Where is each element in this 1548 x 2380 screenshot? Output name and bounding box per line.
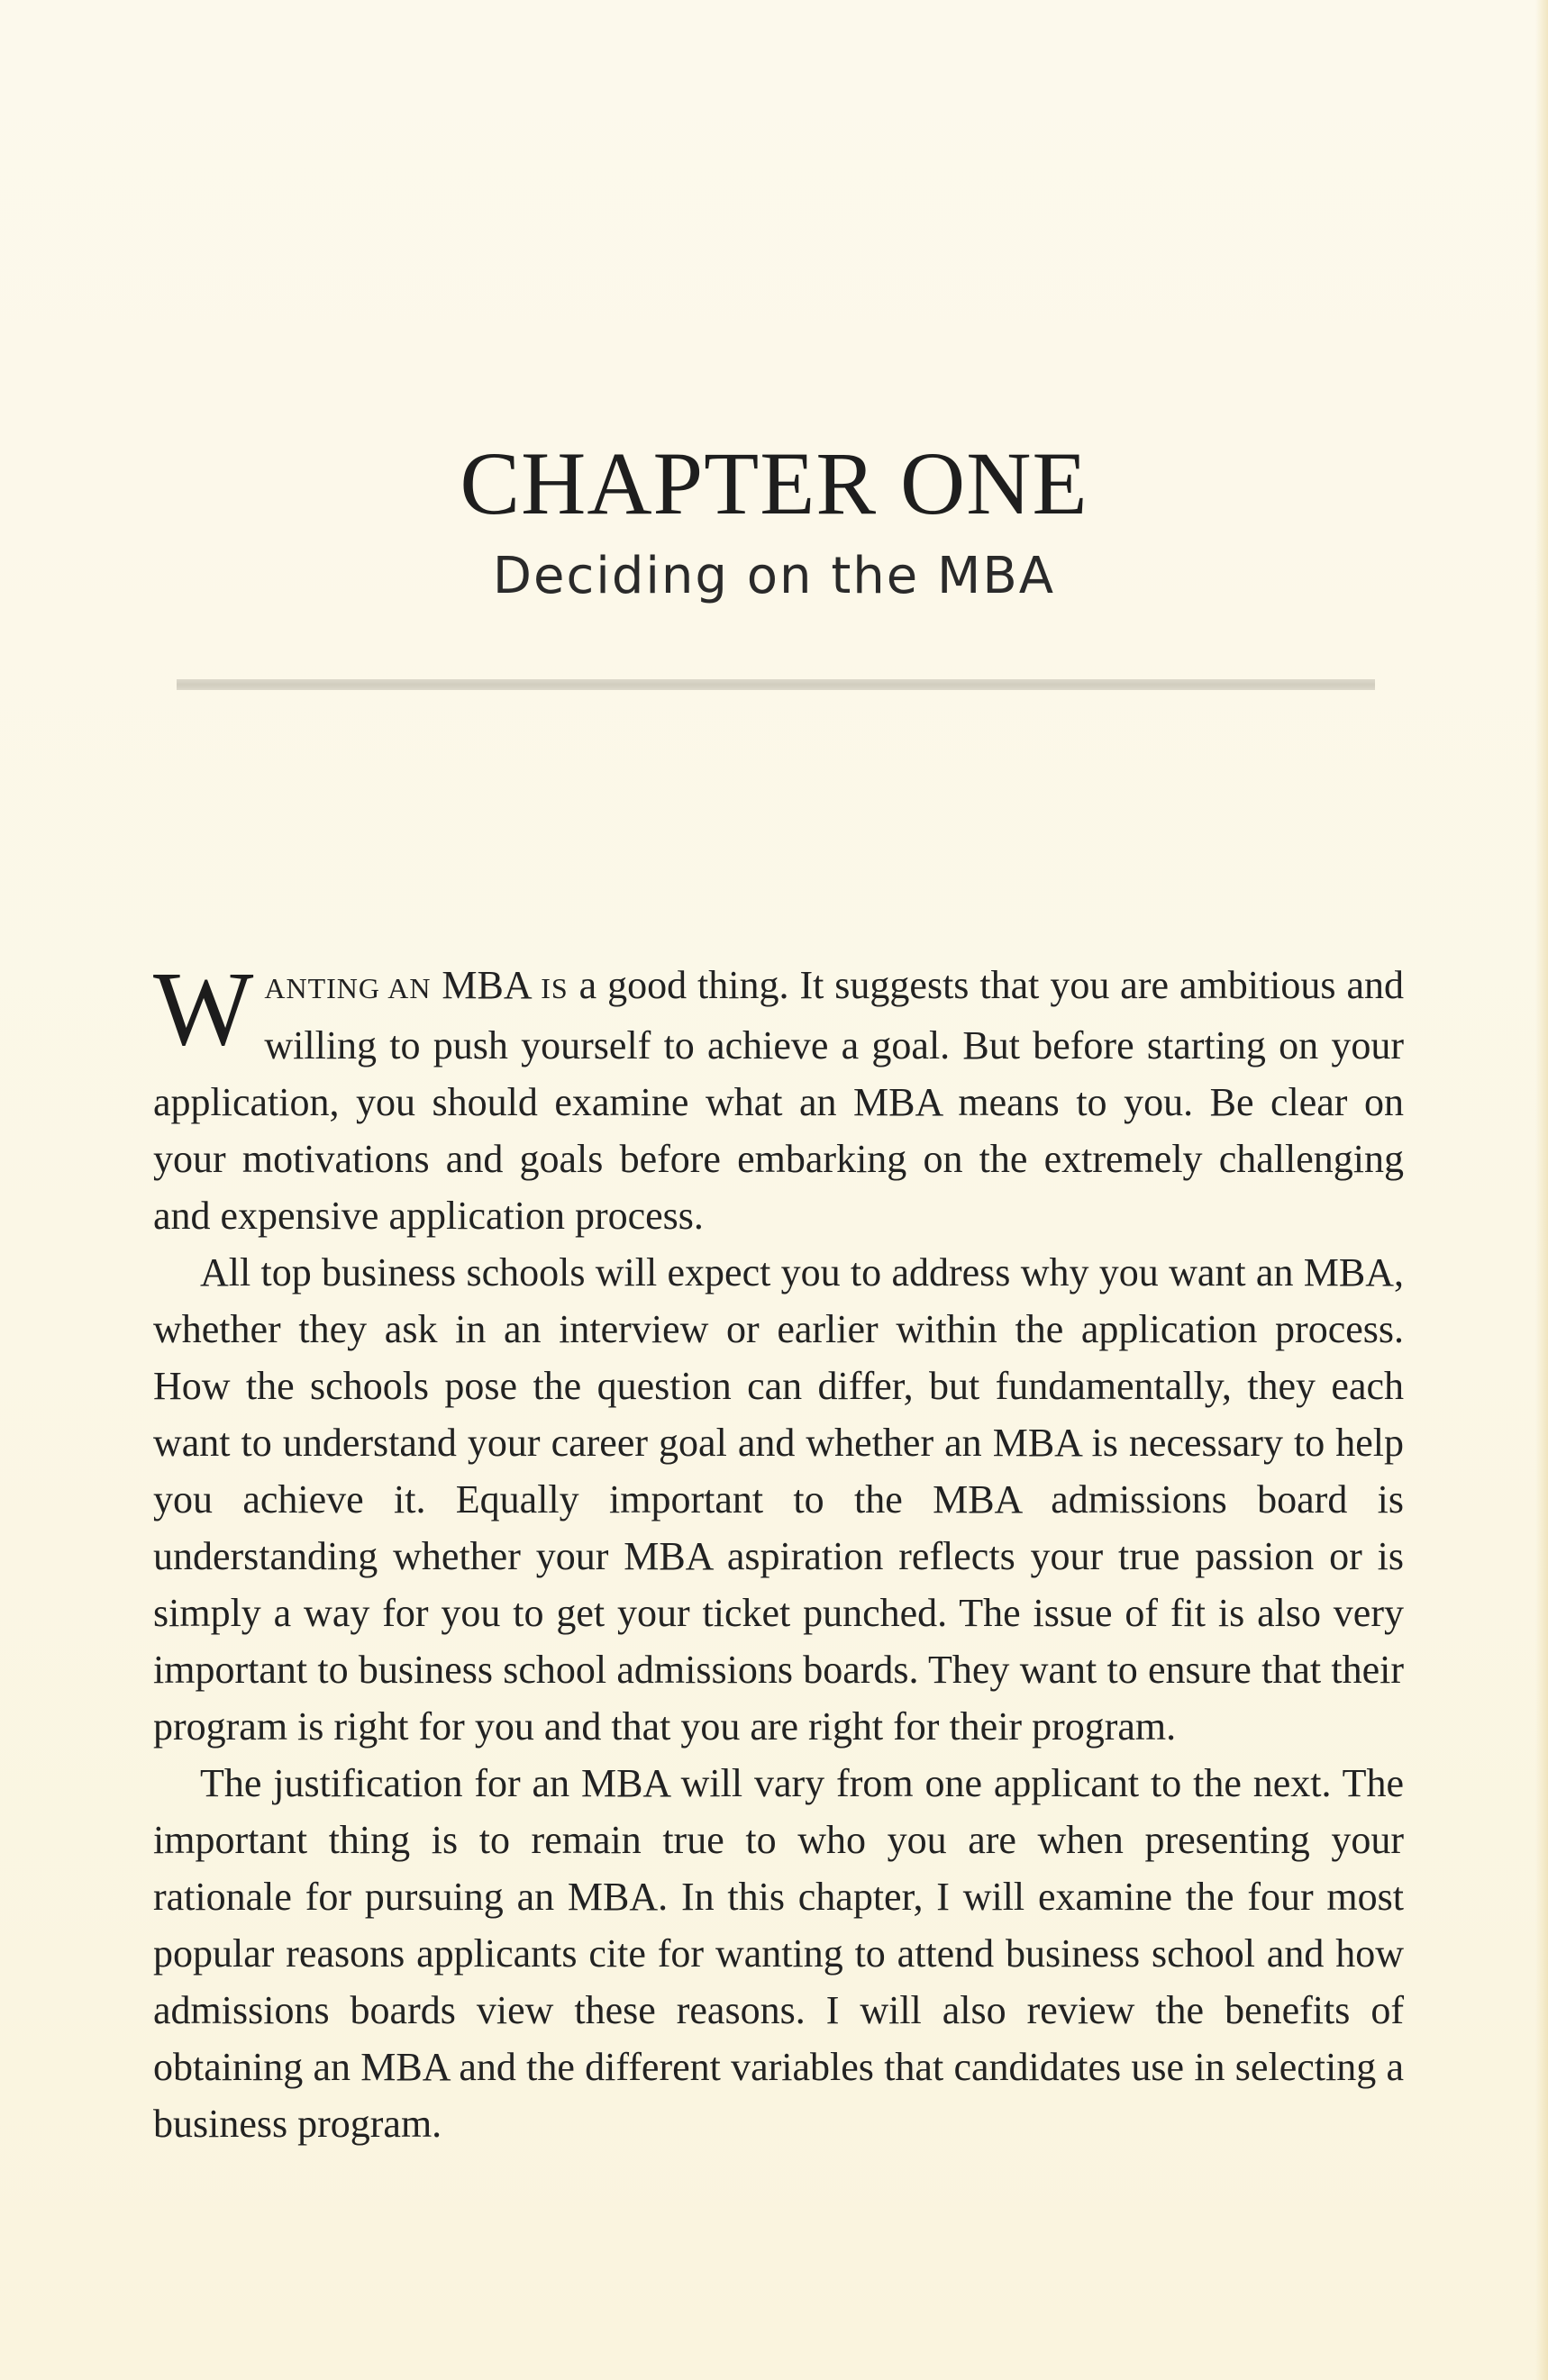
page-edge-shadow: [1535, 0, 1548, 2380]
small-caps-is: IS: [541, 972, 569, 1004]
paragraph-2: All top business schools will expect you to address why you want an MBA, whether they ask in an interview or earlier within the application process. How the schools pose the question can differ, but fundamentally, they each want to understand your career goal and whether an MBA is necessary to help you achieve it. Equally important to the MBA admissions board is understanding whether your MBA aspiration reflects your true passion or is simply a way for you to get your ticket punched. The issue of fit is also very important to business school admissions boards. They want to ensure that their program is right for you and that you are right for their program.: [153, 1250, 1404, 1749]
drop-cap: W: [153, 949, 254, 1067]
small-caps-lead: ANTING AN: [264, 972, 432, 1004]
lead-word-mba: MBA: [431, 963, 542, 1007]
chapter-title: CHAPTER ONE: [460, 433, 1088, 533]
paragraph-3: The justification for an MBA will vary from one applicant to the next. The important thing is to remain true to who you are when presenting your rationale for pursuing an MBA. In this chapter, I will examine the four most popular reasons applicants cite for wanting to attend business school and how admissions boards view these reasons. I will also review the benefits of obtaining an MBA and the different variables that candidates use in selecting a business program.: [153, 1761, 1404, 2146]
chapter-divider: [177, 679, 1375, 690]
paragraph-1: [153, 949, 1405, 1244]
paragraph-1-text: a good thing. It suggests that you are ambitious and willing to push yourself to achieve a goal. But before starting on your application, you should examine what an MBA means to you. Be clear on your motivations and goals before embarking on the extremely challenging and expensive application process.: [153, 963, 1405, 1238]
chapter-body: [153, 949, 1405, 2152]
chapter-subtitle: Deciding on the MBA: [492, 547, 1056, 605]
